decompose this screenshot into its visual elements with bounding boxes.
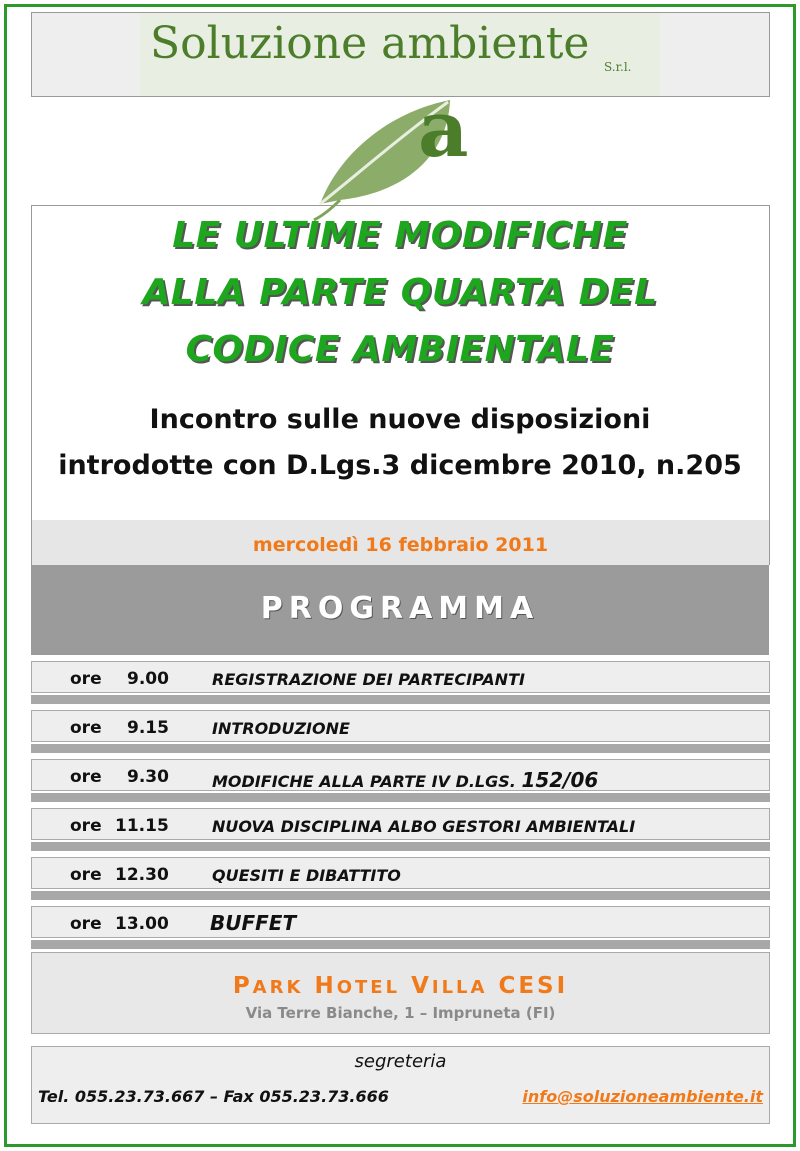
logo-monogram: a <box>418 84 469 175</box>
venue-name-part: ARK <box>252 977 304 998</box>
venue-name-part: H <box>314 973 337 999</box>
schedule-desc: NUOVA DISCIPLINA ALBO GESTORI AMBIENTALI <box>212 817 636 836</box>
schedule-row <box>31 808 770 840</box>
title-line-2: ALLA PARTE QUARTA DEL <box>142 272 658 313</box>
schedule-time: 12.30 <box>115 865 169 885</box>
ore-label: ore <box>70 718 102 738</box>
schedule-time: 13.00 <box>115 914 169 934</box>
schedule-time: 9.30 <box>127 767 169 787</box>
schedule-time: 11.15 <box>115 816 169 836</box>
subtitle-line-2: introdotte con D.Lgs.3 dicembre 2010, n.205 <box>58 450 742 481</box>
title-line-3: CODICE AMBIENTALE <box>185 329 615 370</box>
programma-title: PROGRAMMA <box>260 591 540 626</box>
ore-label: ore <box>70 914 102 934</box>
leaf-logo <box>300 84 500 222</box>
schedule-desc-text: MODIFICHE ALLA PARTE IV D.LGS. <box>212 772 516 791</box>
title-line-1: LE ULTIME MODIFICHE <box>172 215 628 256</box>
venue-name <box>32 973 769 999</box>
venue-name-part: CESI <box>498 973 569 999</box>
schedule-row <box>31 661 770 693</box>
row-separator <box>31 793 770 802</box>
ore-label: ore <box>70 767 102 787</box>
schedule-row <box>31 710 770 742</box>
venue-name-part: V <box>411 973 432 999</box>
event-date: mercoledì 16 febbraio 2011 <box>252 534 549 556</box>
logo-suffix: S.r.l. <box>604 60 632 74</box>
contact-email-link[interactable]: info@soluzioneambiente.it <box>522 1087 763 1106</box>
ore-label: ore <box>70 669 102 689</box>
row-separator <box>31 842 770 851</box>
schedule-desc-num: 152/06 <box>521 768 599 792</box>
row-separator <box>31 940 770 949</box>
segreteria-box <box>31 1046 770 1124</box>
schedule-row <box>31 906 770 938</box>
logo-name: Soluzione ambiente <box>150 18 590 69</box>
ore-label: ore <box>70 865 102 885</box>
schedule-time: 9.00 <box>127 669 169 689</box>
row-separator <box>31 695 770 704</box>
venue-address: Via Terre Bianche, 1 – Impruneta (FI) <box>245 1004 556 1022</box>
row-separator <box>31 891 770 900</box>
schedule-time: 9.15 <box>127 718 169 738</box>
venue-name-part: ILLA <box>431 977 488 998</box>
schedule-desc: QUESITI E DIBATTITO <box>212 866 401 885</box>
segreteria-label: segreteria <box>354 1051 447 1072</box>
ore-label: ore <box>70 816 102 836</box>
schedule-desc: INTRODUZIONE <box>212 719 350 738</box>
subtitle-line-1: Incontro sulle nuove disposizioni <box>149 404 651 435</box>
schedule-row <box>31 857 770 889</box>
contact-phone-fax: Tel. 055.23.73.667 – Fax 055.23.73.666 <box>38 1087 389 1106</box>
venue-name-part: OTEL <box>336 977 401 998</box>
leaf-icon <box>300 92 500 222</box>
schedule-desc: REGISTRAZIONE DEI PARTECIPANTI <box>212 670 525 689</box>
row-separator <box>31 744 770 753</box>
date-band <box>31 520 770 565</box>
schedule-desc <box>212 768 598 792</box>
venue-name-part: P <box>232 973 253 999</box>
programma-band <box>31 565 769 655</box>
schedule-desc: BUFFET <box>210 911 297 935</box>
venue-box <box>31 952 770 1034</box>
schedule-row <box>31 759 770 791</box>
